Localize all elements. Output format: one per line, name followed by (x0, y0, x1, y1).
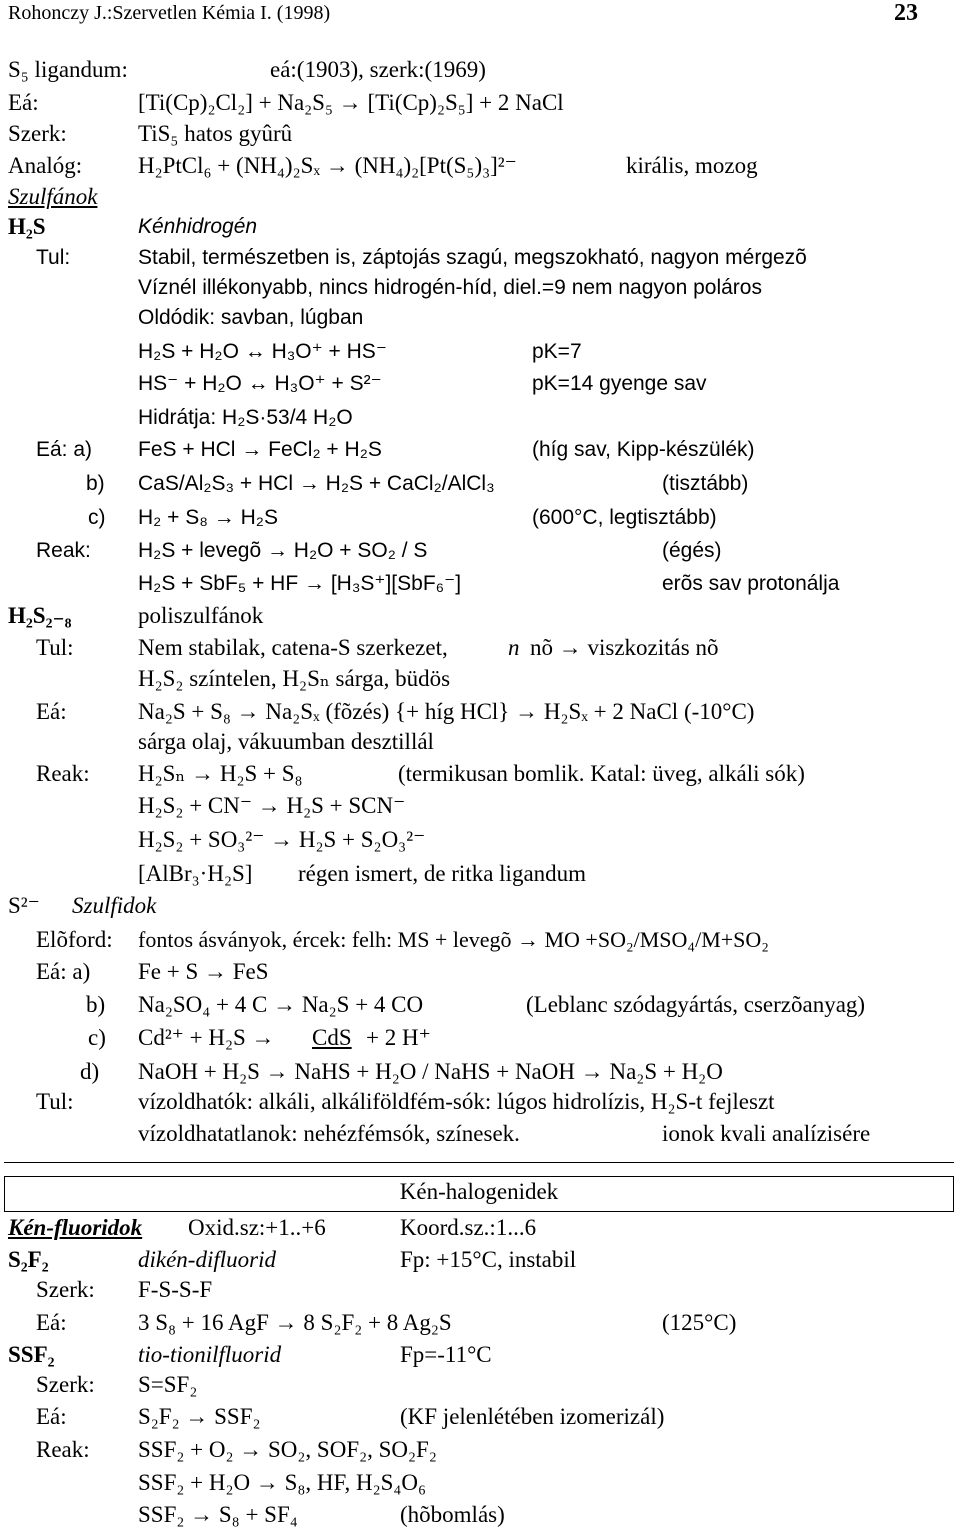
sulfides-tul-row-2 (0, 1118, 960, 1150)
sulfides-ea-b-row (0, 989, 960, 1021)
equation: H₂S + SbF₅ + HF → [H₃S⁺][SbF₆⁻] (138, 572, 462, 595)
compound-name: poliszulfánok (138, 603, 264, 628)
melting-point: Fp: +15°C, instabil (400, 1247, 577, 1272)
property-text: Víznél illékonyabb, nincs hidrogén-híd, diel.=9 nem nagyon poláros (138, 276, 762, 299)
h2s-ea-a-row (0, 434, 960, 466)
equation: SSF₂ + H₂O → S₈, HF, H₂S₄O₆ (138, 1470, 427, 1495)
h2s-eq2-row (0, 368, 960, 400)
polysulfanes-tul-row-2 (0, 663, 960, 695)
sulfides-ea-a-row (0, 956, 960, 988)
section-title: Kén-halogenidek (399, 1179, 559, 1204)
equation: SSF₂ → S₈ + SF₄ (138, 1502, 298, 1527)
note: (égés) (662, 539, 722, 562)
ssf2-reak-row-1 (0, 1434, 960, 1466)
equation: Na₂S + S₈ → Na₂Sₓ (fõzés) {+ híg HCl} → H₂Sₓ + 2 NaCl (-10°C) (138, 699, 755, 724)
property-text: nõ → viszkozitás nõ (530, 635, 719, 660)
structure-text: F-S-S-F (138, 1277, 213, 1302)
equation: SSF₂ + O₂ → SO₂, SOF₂, SO₂F₂ (138, 1437, 437, 1462)
equation: 3 S₈ + 16 AgF → 8 S₂F₂ + 8 Ag₂S (138, 1310, 452, 1335)
ssf2-reak-row-3 (0, 1499, 960, 1531)
note: (hõbomlás) (400, 1502, 505, 1527)
ea-label: Eá: a) (36, 959, 91, 984)
sulfides-heading-row (0, 890, 960, 922)
tul-label: Tul: (36, 246, 71, 269)
note: (híg sav, Kipp-készülék) (532, 438, 755, 461)
polysulfanes-heading-row (0, 600, 960, 632)
sulfides-ea-c-row (0, 1022, 960, 1054)
property-text: Nem stabilak, catena-S szerkezet, (138, 635, 448, 660)
equation: NaOH + H₂S → NaHS + H₂O / NaHS + NaOH → Na₂S + H₂O (138, 1059, 723, 1084)
ea-label: Eá: a) (36, 438, 93, 461)
ssf2-szerk-row (0, 1369, 960, 1401)
compound-formula: S²⁻ (8, 893, 40, 918)
polysulfanes-reak-row-2 (0, 790, 960, 822)
precipitate: CdS (312, 1025, 352, 1050)
h2s-reak-2-row (0, 568, 960, 600)
s5-ligand-title: S₅ ligandum: (8, 57, 128, 82)
note: királis, mozog (626, 153, 758, 178)
h2s-hydrate-row (0, 402, 960, 434)
s5-szerk-row (0, 118, 960, 150)
polysulfanes-ea-row-2 (0, 726, 960, 758)
note: (termikusan bomlik. Katal: üveg, alkáli sók) (398, 761, 805, 786)
tul-label: Tul: (36, 635, 74, 660)
s5-analog-row (0, 150, 960, 182)
note: régen ismert, de ritka ligandum (298, 861, 587, 886)
note: pK=14 gyenge sav (532, 372, 707, 395)
tul-label: Tul: (36, 1089, 74, 1114)
note: (Leblanc szódagyártás, cserzõanyag) (526, 992, 866, 1017)
sulfides-tul-row-1 (0, 1086, 960, 1118)
szerk-label: Szerk: (36, 1372, 95, 1397)
compound-name: Kénhidrogén (138, 215, 258, 238)
compound-formula: H₂S (8, 214, 46, 239)
note: (KF jelenlétében izomerizál) (400, 1404, 665, 1429)
h2s-ea-c-row (0, 502, 960, 534)
szerk-label: Szerk: (8, 121, 67, 146)
polysulfanes-ea-row-1 (0, 696, 960, 728)
note: (600°C, legtisztább) (532, 506, 717, 529)
note: ionok kvali analízisére (662, 1121, 871, 1146)
ssf2-row (0, 1339, 960, 1371)
s2f2-szerk-row (0, 1274, 960, 1306)
reak-label: Reak: (36, 539, 91, 562)
reak-label: Reak: (36, 1437, 90, 1462)
h2s-tul-row-1 (0, 242, 960, 274)
occurrence-text: fontos ásványok, ércek: felh: MS + levegõ → MO +SO₂/MSO₄/M+SO₂ (138, 927, 769, 952)
coordination-numbers: Koord.sz.:1...6 (400, 1215, 537, 1240)
h2s-reak-1-row (0, 535, 960, 567)
compound-formula: S₂F₂ (8, 1247, 49, 1272)
equation: H₂PtCl₆ + (NH₄)₂Sₓ → (NH₄)₂[Pt(S₅)₃]²⁻ (138, 153, 517, 178)
structure-text: TiS₅ hatos gyûrû (138, 121, 293, 146)
reak-label: Reak: (36, 761, 90, 786)
polysulfanes-reak-row-1 (0, 758, 960, 790)
szerk-label: Szerk: (36, 1277, 95, 1302)
equation: Na₂SO₄ + 4 C → Na₂S + 4 CO (138, 992, 424, 1017)
compound-formula: H₂S₂₋₈ (8, 603, 72, 628)
hydrate-text: Hidrátja: H₂S·53/4 H₂O (138, 406, 353, 429)
oxidation-states: Oxid.sz:+1..+6 (188, 1215, 326, 1240)
sulfides-elof-row (0, 924, 960, 956)
h2s-ea-b-row (0, 468, 960, 500)
ssf2-reak-row-2 (0, 1467, 960, 1499)
h2s-tul-row-3 (0, 302, 960, 334)
equation: HS⁻ + H₂O ↔ H₃O⁺ + S²⁻ (138, 372, 382, 395)
s2f2-ea-row (0, 1307, 960, 1339)
compound-name: tio-tionilfluorid (138, 1342, 282, 1367)
equation: [Ti(Cp)₂Cl₂] + Na₂S₅ → [Ti(Cp)₂S₅] + 2 NaCl (138, 90, 564, 115)
equation: FeS + HCl → FeCl₂ + H₂S (138, 438, 382, 461)
property-text: vízoldhatók: alkáli, alkáliföldfém-sók: lúgos hidrolízis, H₂S-t fejleszt (138, 1089, 775, 1114)
page-number: 23 (894, 0, 918, 26)
section-title-box (4, 1176, 954, 1212)
s2f2-row (0, 1244, 960, 1276)
equation: H₂Sₙ → H₂S + S₈ (138, 761, 303, 786)
property-text: H₂S₂ színtelen, H₂Sₙ sárga, büdös (138, 666, 451, 691)
equation: H₂S + levegõ → H₂O + SO₂ / S (138, 539, 428, 562)
item-label: c) (88, 1025, 106, 1050)
item-label: c) (88, 506, 106, 529)
item-label: d) (80, 1059, 100, 1084)
polysulfanes-reak-row-3 (0, 824, 960, 856)
s5-ea-row (0, 87, 960, 119)
equation: Fe + S → FeS (138, 959, 269, 984)
h2s-row (0, 211, 960, 243)
item-label: b) (86, 472, 105, 495)
equation: [AlBr₃·H₂S] (138, 861, 253, 886)
equation: CaS/Al₂S₃ + HCl → H₂S + CaCl₂/AlCl₃ (138, 472, 495, 495)
note: pK=7 (532, 340, 582, 363)
analog-label: Analóg: (8, 153, 83, 178)
equation: Cd²⁺ + H₂S → (138, 1025, 275, 1050)
section-heading: Szulfánok (8, 184, 98, 209)
note: erõs sav protonálja (662, 572, 840, 595)
ea-label: Eá: (8, 90, 39, 115)
section-heading: Szulfidok (72, 893, 157, 918)
ea-label: Eá: (36, 699, 67, 724)
structure-text: S=SF₂ (138, 1372, 198, 1397)
property-text: Stabil, természetben is, záptojás szagú, megszokható, nagyon mérgezõ (138, 246, 807, 269)
occurrence-label: Elõford: (36, 927, 113, 952)
note: (125°C) (662, 1310, 737, 1335)
variable-n: n (508, 635, 520, 660)
h2s-tul-row-2 (0, 272, 960, 304)
item-label: b) (86, 992, 106, 1017)
equation: S₂F₂ → SSF₂ (138, 1404, 261, 1429)
property-text: vízoldhatatlanok: nehézfémsók, színesek. (138, 1121, 520, 1146)
ssf2-ea-row (0, 1401, 960, 1433)
ea-label: Eá: (36, 1404, 67, 1429)
section-divider (4, 1162, 954, 1163)
equation: H₂S₂ + CN⁻ → H₂S + SCN⁻ (138, 793, 406, 818)
note: (tisztább) (662, 472, 749, 495)
sulfides-ea-d-row (0, 1056, 960, 1088)
property-text: Oldódik: savban, lúgban (138, 306, 364, 329)
property-text: sárga olaj, vákuumban desztillál (138, 729, 434, 754)
polysulfanes-tul-row-1 (0, 632, 960, 664)
polysulfanes-reak-row-4 (0, 858, 960, 890)
equation: H₂ + S₈ → H₂S (138, 506, 278, 529)
equation: + 2 H⁺ (366, 1025, 431, 1050)
s5-ligand-dates: eá:(1903), szerk:(1969) (270, 57, 486, 82)
h2s-eq1-row (0, 336, 960, 368)
section-heading: Kén-fluoridok (8, 1215, 143, 1240)
s5-ligand-row (0, 54, 960, 86)
compound-name: dikén-difluorid (138, 1247, 276, 1272)
fluorides-heading-row (0, 1212, 960, 1244)
compound-formula: SSF₂ (8, 1342, 55, 1367)
melting-point: Fp=-11°C (400, 1342, 492, 1367)
page-header-source: Rohonczy J.:Szervetlen Kémia I. (1998) (8, 2, 331, 24)
szulfanok-heading-row (0, 181, 960, 213)
equation: H₂S + H₂O ↔ H₃O⁺ + HS⁻ (138, 340, 387, 363)
ea-label: Eá: (36, 1310, 67, 1335)
equation: H₂S₂ + SO₃²⁻ → H₂S + S₂O₃²⁻ (138, 827, 426, 852)
